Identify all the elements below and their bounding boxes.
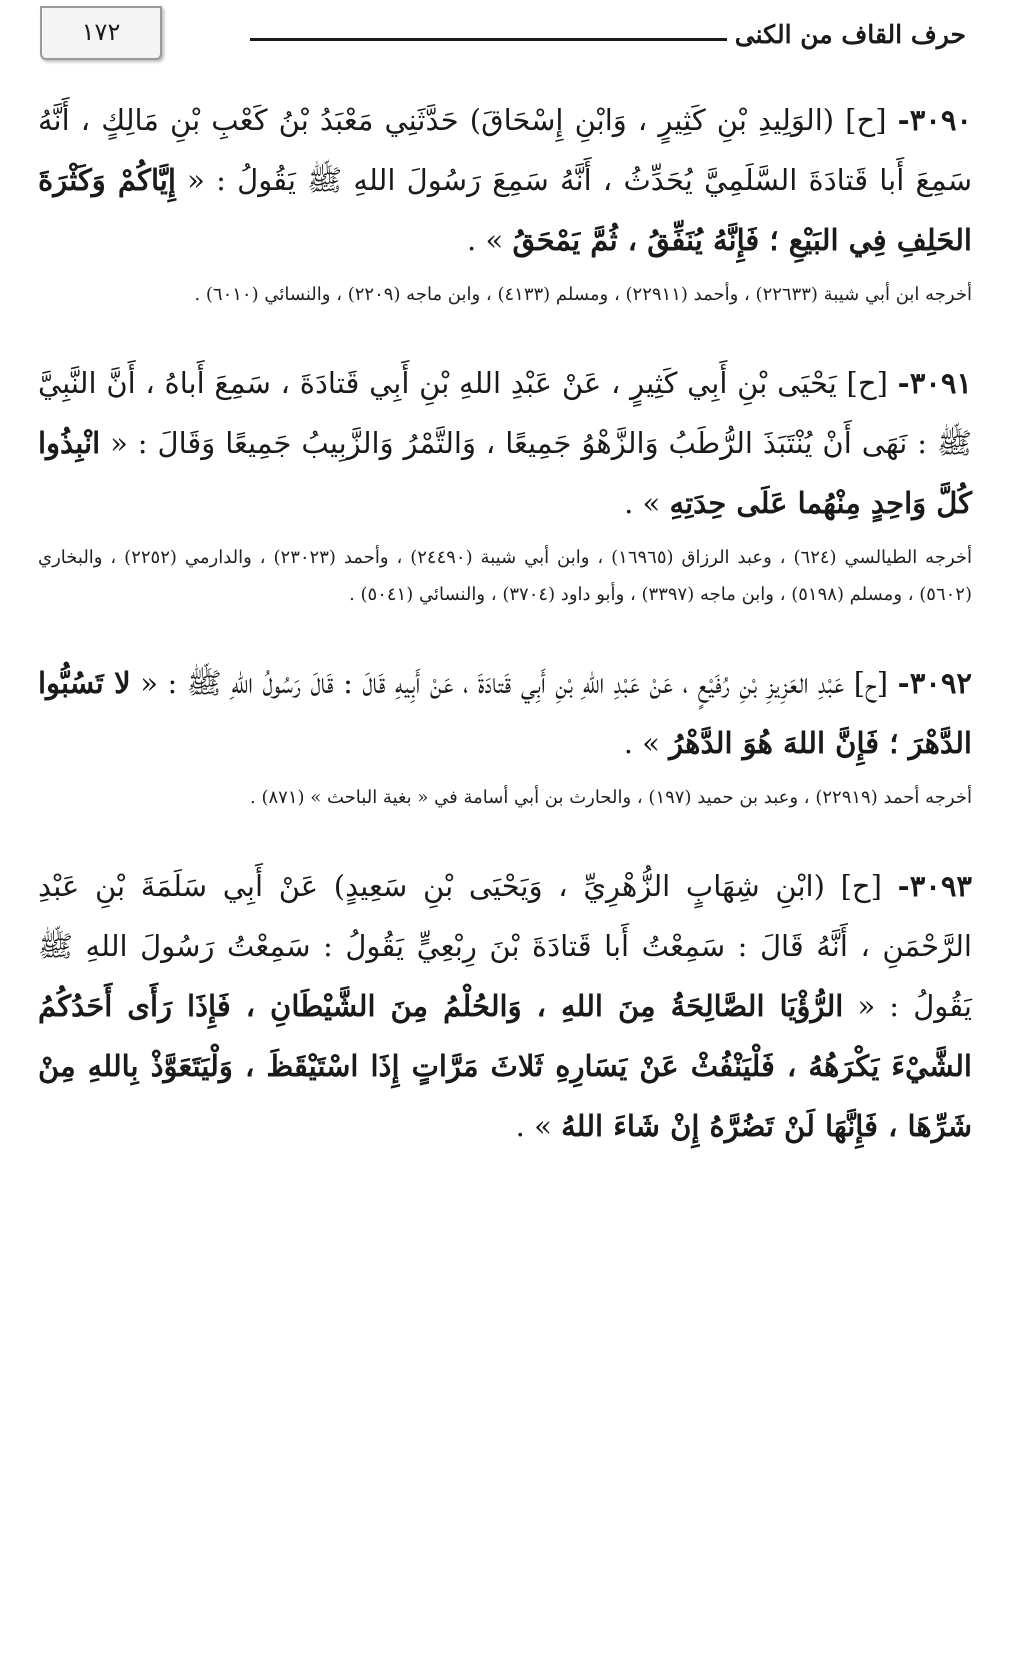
page-header (38, 6, 972, 66)
takhrij-note: أخرجه الطيالسي (٦٢٤) ، وعبد الرزاق (١٦٩٦٥) ، وابن أبي شيبة (٢٤٤٩٠) ، وأحمد (٢٣٠٢٣) ، والدارمي (٢٢٥٢) ، والبخاري (٥٦٠٢) ، ومسلم (٥١٩٨) ، وابن ماجه (٣٣٩٧) ، وأبو داود (٣٧٠٤) ، والنسائي (٥٠٤١) . (38, 547, 973, 605)
hadith-entry-3093 (38, 856, 972, 1156)
hadith-number: ٣٠٩٢- (897, 666, 972, 700)
quote-close: » . (467, 223, 513, 257)
page-number: ١٧٢ (40, 6, 162, 60)
running-title: حرف القاف من الكنى (734, 20, 966, 49)
hadith-number: ٣٠٩٣- (897, 869, 972, 903)
page-body (38, 90, 972, 1196)
quote-close: » . (623, 726, 670, 760)
takhrij-note: أخرجه ابن أبي شيبة (٢٢٦٣٣) ، وأحمد (٢٢٩١١) ، ومسلم (٤١٣٣) ، وابن ماجه (٢٢٠٩) ، والنسائي (٦٠١٠) . (194, 284, 972, 305)
prophetic-quote: انْبِذُوا كُلَّ وَاحِدٍ مِنْهُما عَلَى حِدَتِهِ (38, 426, 972, 520)
hadith-text (38, 653, 972, 773)
hadith-number: ٣٠٩٠- (897, 103, 972, 137)
hadith-isnad: [ح] (ابْنِ شِهَابٍ الزُّهْرِيِّ ، وَيَحْيَى بْنِ سَعِيدٍ) عَنْ أَبِي سَلَمَةَ بْنِ عَبْدِ الرَّحْمَنِ ، أَنَّهُ قَالَ : سَمِعْتُ أَبا قَتادَةَ بْنَ رِبْعِيٍّ يَقُولُ : سَمِعْتُ رَسُولَ اللهِ ﷺ يَقُولُ : « (38, 869, 972, 1023)
prophetic-quote: إِيَّاكُمْ وَكَثْرَةَ الحَلِفِ فِي البَيْعِ ؛ فَإِنَّهُ يُنَفِّقُ ، ثُمَّ يَمْحَقُ (38, 163, 972, 257)
hadith-isnad: [ح] عَبْدِ العَزِيزِ بْنِ رُفَيْعٍ ، عَنْ عَبْدِ اللهِ بْنِ أَبِي قَتادَةَ ، عَنْ أَبِيهِ قَالَ : قَالَ رَسُولُ اللهِ ﷺ : « (130, 666, 898, 700)
hadith-number: ٣٠٩١- (897, 366, 972, 400)
prophetic-quote: لا تَسُبُّوا الدَّهْرَ ؛ فَإِنَّ اللهَ هُوَ الدَّهْرُ (38, 666, 972, 760)
hadith-entry-3090 (38, 90, 972, 313)
hadith-isnad: [ح] (الوَلِيدِ بْنِ كَثِيرٍ ، وَابْنِ إِسْحَاقَ) حَدَّثَنِي مَعْبَدُ بْنُ كَعْبِ بْنِ مَالِكٍ ، أَنَّهُ سَمِعَ أَبا قَتادَةَ السَّلَمِيَّ يُحَدِّثُ ، أَنَّهُ سَمِعَ رَسُولَ اللهِ ﷺ يَقُولُ : « (38, 103, 972, 197)
header-rule (250, 38, 727, 41)
hadith-entry-3092 (38, 653, 972, 816)
hadith-text (38, 90, 972, 270)
quote-close: » . (515, 1109, 562, 1143)
hadith-text (38, 856, 972, 1156)
hadith-text (38, 353, 972, 533)
hadith-isnad: [ح] يَحْيَى بْنِ أَبِي كَثِيرٍ ، عَنْ عَبْدِ اللهِ بْنِ أَبِي قَتادَةَ ، سَمِعَ أَباهُ ، أَنَّ النَّبِيَّ ﷺ : نَهَى أَنْ يُنْتَبَذَ الرُّطَبُ وَالزَّهْوُ جَمِيعًا ، وَالتَّمْرُ وَالزَّبِيبُ جَمِيعًا وَقَالَ : « (38, 366, 972, 460)
quote-close: » . (624, 486, 670, 520)
hadith-entry-3091 (38, 353, 972, 613)
prophetic-quote: الرُّؤْيَا الصَّالِحَةُ مِنَ اللهِ ، وَالحُلْمُ مِنَ الشَّيْطَانِ ، فَإِذَا رَأَى أَحَدُكُمُ الشَّيْءَ يَكْرَهُهُ ، فَلْيَنْفُثْ عَنْ يَسَارِهِ ثَلاثَ مَرَّاتٍ إِذَا اسْتَيْقَظَ ، وَلْيَتَعَوَّذْ بِاللهِ مِنْ شَرِّهَا ، فَإِنَّهَا لَنْ تَضُرَّهُ إِنْ شَاءَ اللهُ (38, 989, 972, 1143)
takhrij-note: أخرجه أحمد (٢٢٩١٩) ، وعبد بن حميد (١٩٧) ، والحارث بن أبي أسامة في « بغية الباحث » (٨٧١) . (250, 787, 972, 808)
